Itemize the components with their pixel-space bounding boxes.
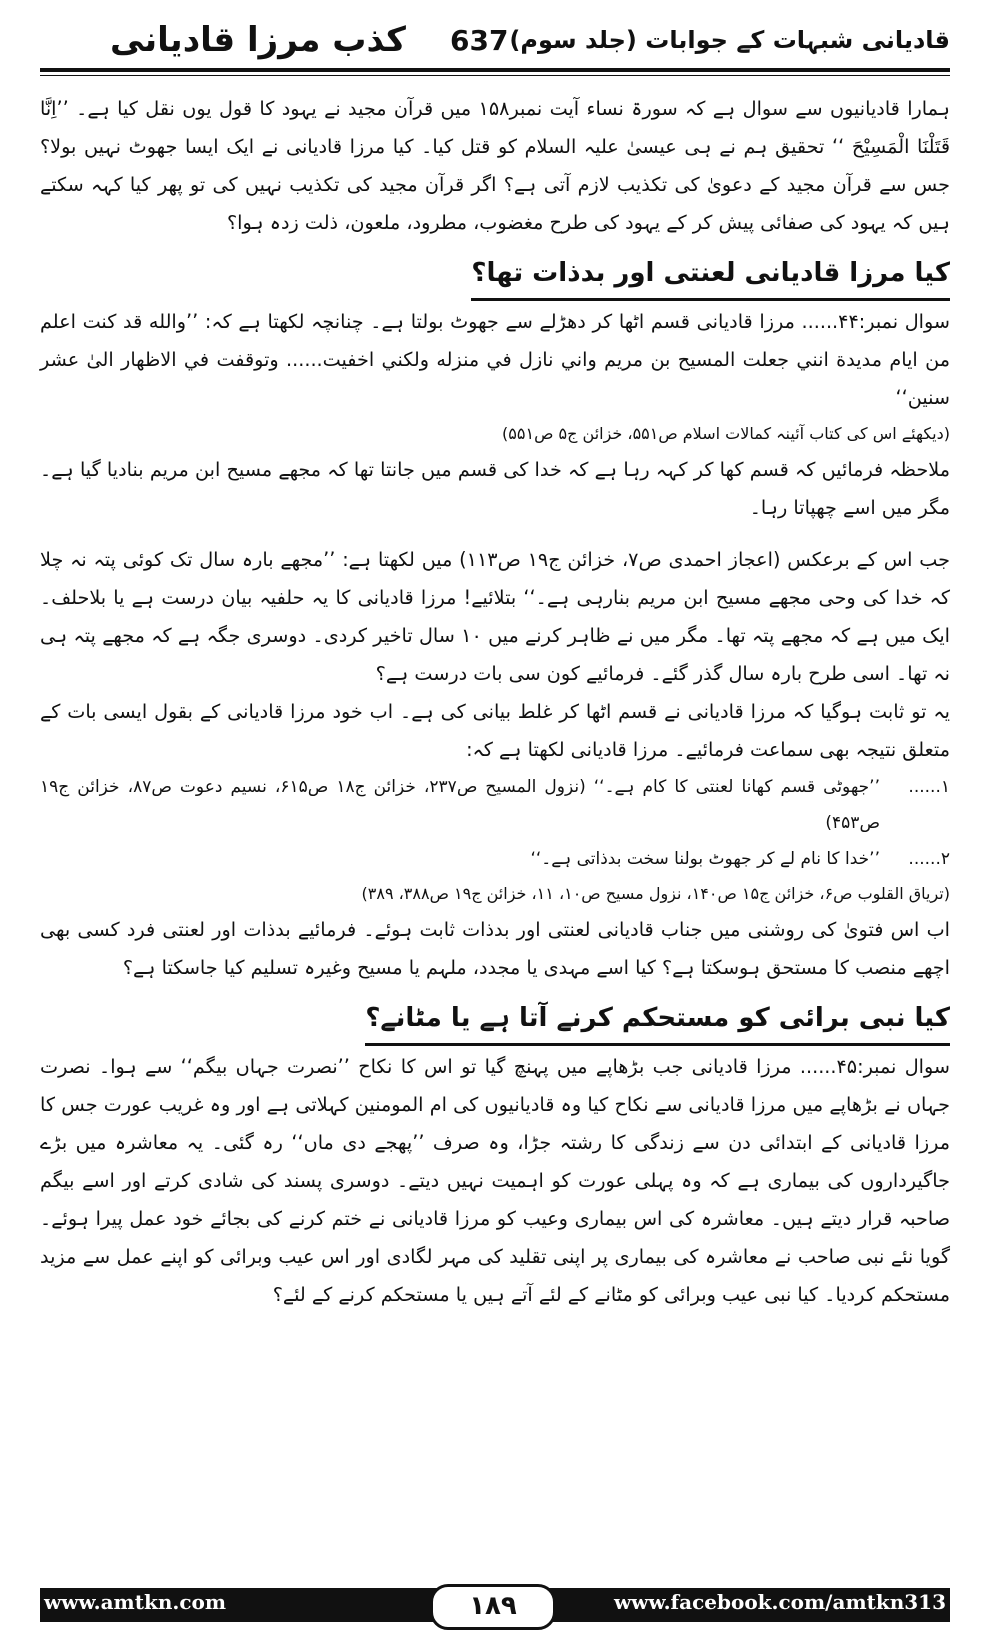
page-footer bbox=[40, 1588, 950, 1628]
footer-page-number: ۱۸۹ bbox=[430, 1584, 556, 1630]
page-body bbox=[40, 90, 950, 1570]
reference: (تریاق القلوب ص۶، خزائن ج۱۵ ص۱۴۰، نزول مسیح ص۱۰، ۱۱، خزائن ج۱۹ ص۳۸۸، ۳۸۹) bbox=[361, 884, 950, 903]
section-heading-wrap bbox=[40, 242, 950, 303]
list-item-number: ۱...... bbox=[908, 777, 950, 797]
section-heading-wrap bbox=[40, 987, 950, 1048]
header-rule-thin bbox=[40, 75, 950, 76]
paragraph: جب اس کے برعکس (اعجاز احمدی ص۷، خزائن ج۱۹ ص۱۱۳) میں لکھتا ہے: ’’مجھے بارہ سال تک کوئی پتہ نہ چلا کہ خدا کی وحی مجھے مسیح ابن مریم بنارہی ہے۔‘‘ بتلائیے! مرزا قادیانی کا یہ حلفیہ بیان درست ہے یا بلاحلف۔ ایک میں ہے کہ مجھے پتہ تھا۔ مگر میں نے ظاہر کرنے میں ۱۰ سال تاخیر کردی۔ دوسری جگہ ہے کہ مجھے پتہ ہی نہ تھا۔ اسی طرح بارہ سال گذر گئے۔ فرمائیے کون سی بات درست ہے؟ bbox=[40, 548, 950, 685]
question-text: مرزا قادیانی قسم اٹھا کر دھڑلے سے جھوٹ بولتا ہے۔ چنانچہ لکھتا ہے کہ: ’’والله قد كنت اعلم من ايام مديدة انني جعلت المسيح بن مريم واني نازل في منزله ولكني اخفيت...... وتوقفت في الاظهار الىٰ عشر سنين‘‘ bbox=[40, 310, 950, 409]
facebook-link[interactable]: www.facebook.com/amtkn313 bbox=[613, 1590, 946, 1614]
website-link[interactable]: www.amtkn.com bbox=[44, 1590, 227, 1614]
paragraph: اب اس فتویٰ کی روشنی میں جناب قادیانی لعنتی اور بدذات ثابت ہوئے۔ فرمائیے بدذات اور لعنتی فرد کسی بھی اچھے منصب کا مستحق ہوسکتا ہے؟ کیا اسے مہدی یا مجدد، ملہم یا مسیح وغیرہ تسلیم کیا جاسکتا ہے؟ bbox=[40, 918, 950, 979]
header-page-number: 637 bbox=[450, 24, 509, 57]
question-text: مرزا قادیانی جب بڑھاپے میں پہنچ گیا تو اس کا نکاح ’’نصرت جہاں بیگم‘‘ سے ہوا۔ نصرت جہاں نے بڑھاپے میں مرزا قادیانی سے نکاح کیا وہ قادیانیوں کی ام المومنین کہلاتی ہے اور وہ غریب عورت جس کا مرزا قادیانی کے ابتدائی دن سے زندگی کا رشتہ جڑا، وہ صرف ’’پھجے دی ماں‘‘ رہ گئی۔ یہ معاشرہ میں بڑے جاگیرداروں کی بیماری ہے کہ وہ پہلی عورت کو اہمیت نہیں دیتے۔ دوسری پسند کی شادی کرتے اور اسے بیگم صاحبہ قرار دیتے ہیں۔ معاشرہ کی اس بیماری وعیب کو مرزا قادیانی نے ختم کرنے کی بجائے خود عمل پیرا ہوئے۔ گویا نئے نبی صاحب نے معاشرہ کی بیماری پر اپنی تقلید کی مہر لگادی اور اس عیب وبرائی کو اپنے عمل سے مزید مستحکم کردیا۔ کیا نبی عیب وبرائی کو مٹانے کے لئے آتے ہیں یا مستحکم کرنے کے لئے؟ bbox=[40, 1055, 950, 1306]
section-heading: کیا نبی برائی کو مستحکم کرنے آتا ہے یا مٹانے؟ bbox=[365, 993, 950, 1046]
list-item-number: ۲...... bbox=[908, 849, 950, 869]
page-header bbox=[40, 18, 950, 68]
book-title: قادیانی شبہات کے جوابات (جلد سوم) bbox=[509, 26, 950, 54]
list-item bbox=[40, 769, 950, 841]
paragraph: ہمارا قادیانیوں سے سوال ہے کہ سورۃ نساء آیت نمبر۱۵۸ میں قرآن مجید نے یہود کا قول یوں نقل کیا ہے۔ ’’اِنَّا قَتَلْنَا الْمَسِیْحَ ‘‘ تحقیق ہم نے ہی عیسیٰ علیہ السلام کو قتل کیا۔ کیا مرزا قادیانی نے ایک ایسا جھوٹ نہیں بولا؟ جس سے قرآن مجید کے دعویٰ کی تکذیب لازم آتی ہے؟ اگر قرآن مجید کی تکذیب نہیں کی تو پھر کیا کہہ سکتے ہیں کہ یہود کی صفائی پیش کر کے یہود کی طرح مغضوب، مطرود، ملعون، ذلت زدہ ہوا؟ bbox=[40, 97, 950, 234]
paragraph: ملاحظہ فرمائیں کہ قسم کھا کر کہہ رہا ہے کہ خدا کی قسم میں جانتا تھا کہ مجھے مسیح ابن مریم بنادیا گیا ہے۔ مگر میں اسے چھپاتا رہا۔ bbox=[40, 458, 950, 519]
paragraph: یہ تو ثابت ہوگیا کہ مرزا قادیانی نے قسم اٹھا کر غلط بیانی کی ہے۔ اب خود مرزا قادیانی کے بقول ایسی بات کے متعلق نتیجہ بھی سماعت فرمائیے۔ مرزا قادیانی لکھتا ہے کہ: bbox=[40, 700, 950, 761]
list-item bbox=[40, 841, 950, 877]
question-label: سوال نمبر:۴۵...... bbox=[799, 1055, 950, 1078]
series-title: کذب مرزا قادیانی bbox=[110, 20, 406, 60]
header-rule bbox=[40, 68, 950, 72]
reference: (دیکھئے اس کی کتاب آئینہ کمالات اسلام ص۵۵۱، خزائن ج۵ ص۵۵۱) bbox=[502, 424, 950, 443]
question-label: سوال نمبر:۴۴...... bbox=[801, 310, 950, 333]
question-paragraph bbox=[40, 1048, 950, 1314]
question-paragraph bbox=[40, 303, 950, 417]
list-item-text: ’’خدا کا نام لے کر جھوٹ بولنا سخت بدذاتی ہے۔‘‘ bbox=[530, 849, 880, 869]
list-item-text: ’’جھوٹی قسم کھانا لعنتی کا کام ہے۔‘‘ (نزول المسیح ص۲۳۷، خزائن ج۱۸ ص۶۱۵، نسیم دعوت ص۸۷، خزائن ج۱۹ ص۴۵۳) bbox=[40, 777, 880, 833]
section-heading: کیا مرزا قادیانی لعنتی اور بدذات تھا؟ bbox=[471, 248, 950, 301]
